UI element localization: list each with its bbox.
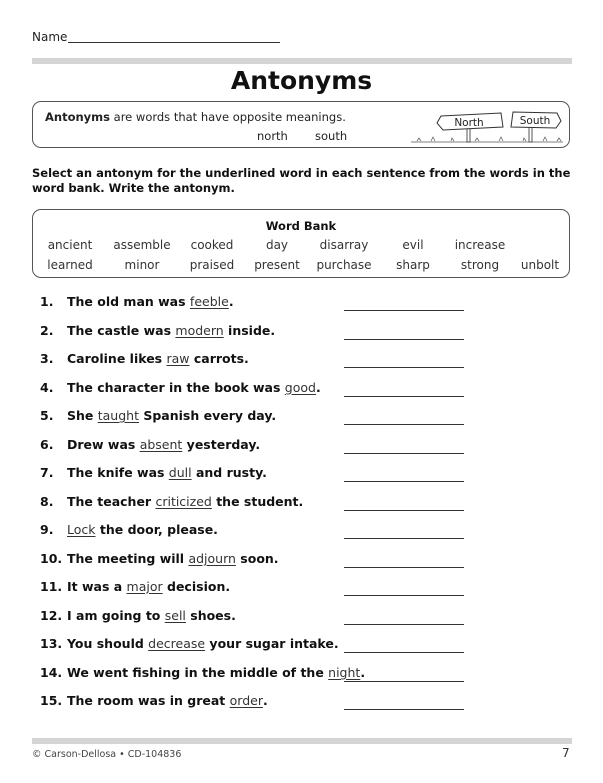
- signpost-illustration: [411, 106, 563, 146]
- question-number: 15.: [40, 693, 63, 708]
- question-number: 11.: [40, 579, 63, 594]
- question-text-after: and rusty.: [191, 465, 267, 480]
- underlined-word: Lock: [67, 522, 96, 537]
- question-10: [40, 551, 279, 569]
- bank-word: increase: [454, 238, 506, 252]
- underlined-word: dull: [168, 465, 192, 480]
- question-8: [40, 494, 303, 512]
- word-bank-title: Word Bank: [265, 219, 337, 233]
- question-text-before: The character in the book was: [67, 380, 285, 395]
- page-number: 7: [562, 746, 570, 760]
- question-number: 9.: [40, 522, 54, 537]
- answer-line[interactable]: [344, 396, 464, 397]
- question-text-before: The old man was: [67, 294, 190, 309]
- definition-term: Antonyms: [45, 110, 110, 124]
- answer-line[interactable]: [344, 652, 464, 653]
- definition-box: [32, 101, 570, 148]
- answer-line[interactable]: [344, 567, 464, 568]
- underlined-word: night: [328, 665, 361, 680]
- bank-word: strong: [460, 258, 500, 272]
- question-number: 14.: [40, 665, 63, 680]
- example-south: south: [315, 129, 348, 143]
- underlined-word: good: [284, 380, 316, 395]
- question-number: 10.: [40, 551, 63, 566]
- question-text-after: shoes.: [185, 608, 236, 623]
- question-number: 7.: [40, 465, 54, 480]
- question-text-after: soon.: [235, 551, 279, 566]
- question-2: [40, 323, 275, 341]
- bank-word: present: [254, 258, 300, 272]
- question-number: 8.: [40, 494, 54, 509]
- example-north: north: [257, 129, 288, 143]
- question-14: [40, 665, 365, 683]
- question-text-before: We went fishing in the middle of the: [67, 665, 329, 680]
- underlined-word: taught: [97, 408, 139, 423]
- top-rule: [32, 58, 572, 64]
- instructions: Select an antonym for the underlined word in each sentence from the words in the word bank. Write the antonym.: [32, 166, 571, 195]
- question-number: 5.: [40, 408, 54, 423]
- question-text-after: .: [360, 665, 366, 680]
- bank-word: ancient: [47, 238, 93, 252]
- underlined-word: modern: [175, 323, 224, 338]
- question-number: 1.: [40, 294, 54, 309]
- question-6: [40, 437, 260, 455]
- question-9: [40, 522, 218, 540]
- answer-line[interactable]: [344, 510, 464, 511]
- underlined-word: absent: [139, 437, 183, 452]
- sign-south-text: South: [519, 115, 551, 127]
- question-1: [40, 294, 234, 312]
- question-text-before: The room was in great: [67, 693, 230, 708]
- name-line[interactable]: [68, 42, 280, 43]
- question-11: [40, 579, 230, 597]
- bank-word: praised: [189, 258, 235, 272]
- question-text-before: Drew was: [67, 437, 140, 452]
- question-text-after: Spanish every day.: [138, 408, 277, 423]
- answer-line[interactable]: [344, 367, 464, 368]
- underlined-word: criticized: [155, 494, 212, 509]
- question-number: 12.: [40, 608, 63, 623]
- name-label: Name: [32, 30, 68, 44]
- question-text-after: .: [228, 294, 234, 309]
- question-text-before: The knife was: [67, 465, 169, 480]
- question-text-before: She: [67, 408, 98, 423]
- sign-north-text: North: [454, 117, 484, 129]
- answer-line[interactable]: [344, 453, 464, 454]
- question-number: 6.: [40, 437, 54, 452]
- question-text-before: You should: [67, 636, 149, 651]
- answer-line[interactable]: [344, 310, 464, 311]
- question-text-before: The castle was: [67, 323, 176, 338]
- question-text-after: the door, please.: [95, 522, 218, 537]
- question-text-after: yesterday.: [182, 437, 261, 452]
- answer-line[interactable]: [344, 595, 464, 596]
- definition-body: are words that have opposite meanings.: [110, 110, 346, 124]
- answer-line[interactable]: [344, 481, 464, 482]
- question-text-before: Caroline likes: [67, 351, 167, 366]
- bank-word: unbolt: [520, 258, 560, 272]
- question-text-after: inside.: [223, 323, 276, 338]
- question-text-before: It was a: [67, 579, 127, 594]
- bank-word: sharp: [396, 258, 430, 272]
- question-text-before: The teacher: [67, 494, 156, 509]
- word-bank-box: [32, 209, 570, 278]
- question-text-after: .: [315, 380, 321, 395]
- answer-line[interactable]: [344, 424, 464, 425]
- bank-word: assemble: [113, 238, 171, 252]
- question-text-after: decision.: [162, 579, 231, 594]
- question-number: 2.: [40, 323, 54, 338]
- question-text-after: carrots.: [189, 351, 249, 366]
- question-text-after: the student.: [211, 494, 304, 509]
- underlined-word: decrease: [148, 636, 206, 651]
- question-7: [40, 465, 267, 483]
- answer-line[interactable]: [344, 538, 464, 539]
- question-text-after: your sugar intake.: [205, 636, 339, 651]
- bank-word: disarray: [319, 238, 369, 252]
- underlined-word: feeble: [189, 294, 229, 309]
- bank-word: learned: [47, 258, 93, 272]
- underlined-word: adjourn: [188, 551, 236, 566]
- answer-line[interactable]: [344, 709, 464, 710]
- answer-line[interactable]: [344, 681, 464, 682]
- underlined-word: sell: [164, 608, 186, 623]
- question-3: [40, 351, 249, 369]
- question-text-after: .: [262, 693, 268, 708]
- bank-word: minor: [124, 258, 160, 272]
- question-number: 13.: [40, 636, 63, 651]
- question-text-before: The meeting will: [67, 551, 189, 566]
- underlined-word: raw: [166, 351, 190, 366]
- bank-word: day: [265, 238, 289, 252]
- question-number: 4.: [40, 380, 54, 395]
- bank-word: cooked: [190, 238, 234, 252]
- definition-text: [45, 110, 346, 124]
- bank-word: evil: [402, 238, 424, 252]
- page-title: Antonyms: [230, 66, 373, 95]
- underlined-word: major: [126, 579, 163, 594]
- footer-copyright: © Carson-Dellosa • CD-104836: [32, 749, 182, 760]
- question-number: 3.: [40, 351, 54, 366]
- question-text-before: I am going to: [67, 608, 165, 623]
- question-4: [40, 380, 321, 398]
- question-13: [40, 636, 339, 654]
- bottom-rule: [32, 738, 572, 744]
- bank-word: purchase: [316, 258, 372, 272]
- question-15: [40, 693, 268, 711]
- question-5: [40, 408, 276, 426]
- underlined-word: order: [229, 693, 263, 708]
- answer-line[interactable]: [344, 339, 464, 340]
- question-12: [40, 608, 236, 626]
- answer-line[interactable]: [344, 624, 464, 625]
